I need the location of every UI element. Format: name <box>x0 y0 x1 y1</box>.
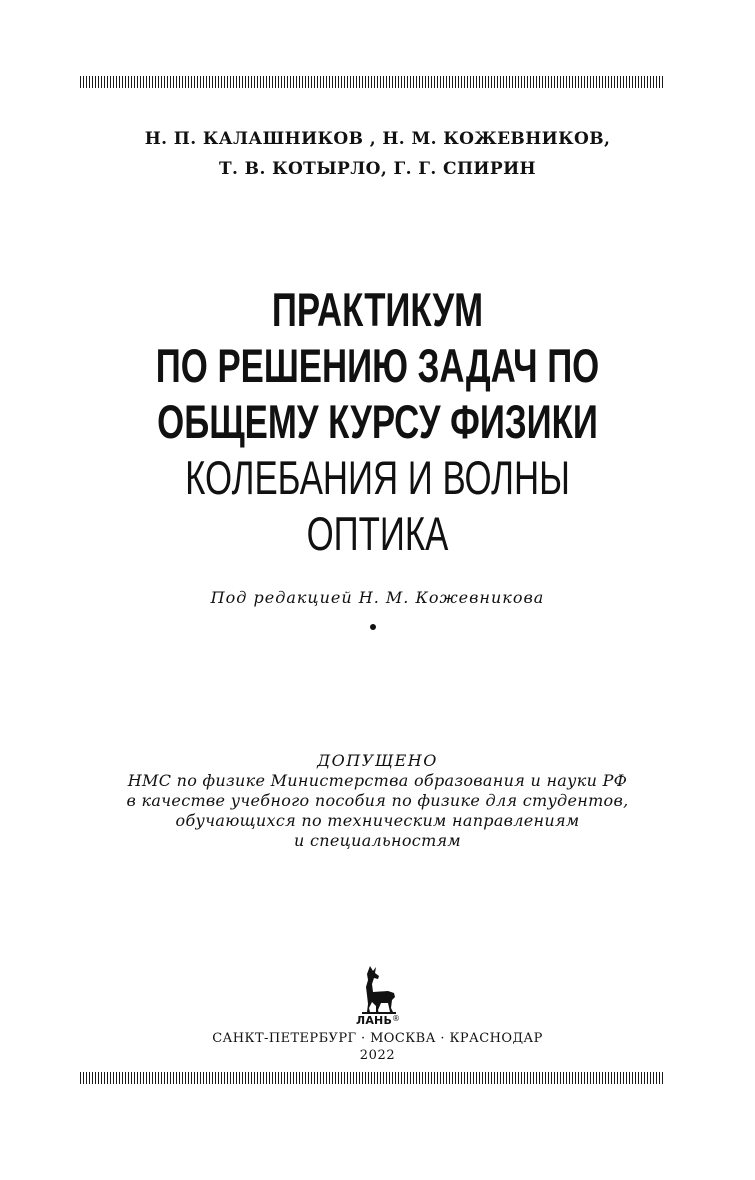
title-line-1: ПРАКТИКУМ <box>271 283 484 336</box>
bottom-decorative-rule <box>80 1072 664 1084</box>
editor-credit: Под редакцией Н. М. Кожевникова <box>210 588 545 607</box>
authors-line-2: Т. В. КОТЫРЛО, Г. Г. СПИРИН <box>218 159 536 179</box>
approval-line-4: и специальностям <box>294 831 461 850</box>
book-title <box>0 282 755 562</box>
subtitle-line-1: КОЛЕБАНИЯ И ВОЛНЫ <box>185 451 570 504</box>
publication-year: 2022 <box>359 1048 396 1063</box>
subtitle-line-2: ОПТИКА <box>306 507 449 560</box>
approval-line-3: обучающихся по техническим направлениям <box>175 811 580 830</box>
approval-line-2: в качестве учебного пособия по физике для студентов, <box>126 791 629 810</box>
bullet-dot <box>370 624 376 630</box>
publisher-cities: САНКТ-ПЕТЕРБУРГ · МОСКВА · КРАСНОДАР <box>212 1031 543 1046</box>
title-line-2: ПО РЕШЕНИЮ ЗАДАЧ ПО <box>155 339 600 392</box>
approval-heading: ДОПУЩЕНО <box>317 751 438 770</box>
publisher-logo-text <box>356 1014 400 1027</box>
registered-mark: ® <box>392 1014 401 1023</box>
top-decorative-rule <box>80 76 664 88</box>
authors-line-1: Н. П. КАЛАШНИКОВ , Н. М. КОЖЕВНИКОВ, <box>144 129 611 149</box>
title-line-3: ОБЩЕМУ КУРСУ ФИЗИКИ <box>157 395 598 448</box>
approval-line-1: НМС по физике Министерства образования и науки РФ <box>127 771 628 790</box>
authors-block <box>0 124 755 184</box>
publisher-name: ЛАНЬ <box>356 1014 393 1027</box>
approval-block <box>0 751 755 851</box>
